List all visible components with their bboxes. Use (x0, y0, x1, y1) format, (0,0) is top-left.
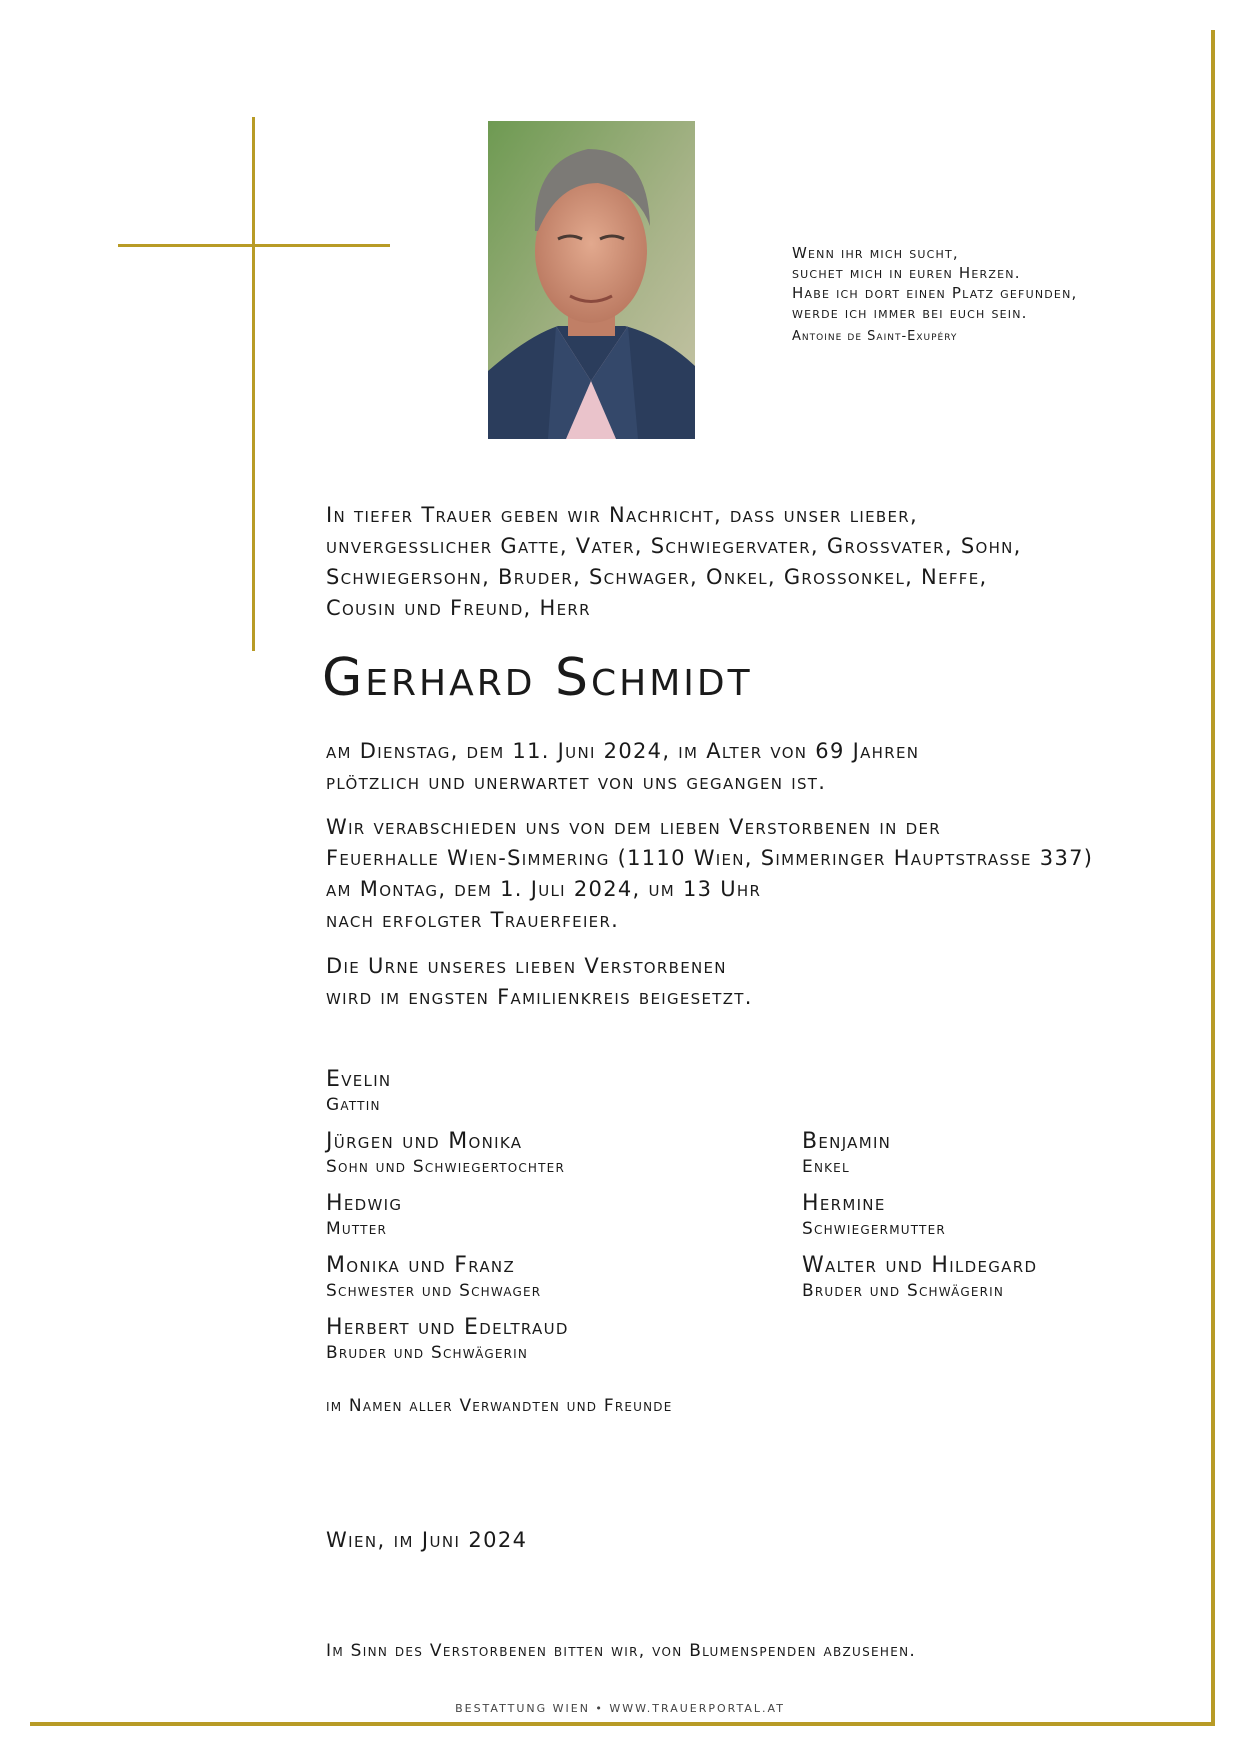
ceremony-paragraph (326, 812, 1093, 936)
mourner-relation: Bruder und Schwägerin (326, 1343, 529, 1363)
footer-credit: BESTATTUNG WIEN • WWW.TRAUERPORTAL.AT (455, 1702, 785, 1715)
mourner-name: Hedwig (326, 1191, 403, 1216)
mourner-relation: Schwester und Schwager (326, 1281, 542, 1301)
intro-paragraph (326, 500, 1186, 624)
death-line: plötzlich und unerwartet von uns gegangen ist. (326, 770, 827, 794)
mourner-name: Evelin (326, 1067, 392, 1092)
ceremony-line: Feuerhalle Wien-Simmering (1110 Wien, Simmeringer Hauptstrasse 337) (326, 846, 1094, 870)
urn-paragraph (326, 951, 753, 1013)
mourner-entry (326, 1252, 541, 1302)
ceremony-line: nach erfolgter Trauerfeier. (326, 908, 620, 932)
cross-icon-horizontal (118, 244, 390, 247)
mourner-entry (326, 1190, 402, 1240)
quote-line: Wenn ihr mich sucht, (792, 244, 959, 262)
mourner-relation: Schwiegermutter (802, 1219, 946, 1239)
intro-line: unvergesslicher Gatte, Vater, Schwiegervater, Grossvater, Sohn, (326, 534, 1022, 558)
quote-block (792, 243, 1172, 344)
mourner-relation: Enkel (802, 1157, 850, 1177)
mourner-name: Hermine (802, 1191, 886, 1216)
mourner-entry (802, 1190, 946, 1240)
frame-right-line (1211, 30, 1215, 1726)
deceased-name: Gerhard Schmidt (322, 648, 753, 708)
mourner-relation: Mutter (326, 1219, 388, 1239)
mourner-entry (326, 1314, 569, 1364)
quote-line: suchet mich in euren Herzen. (792, 264, 1021, 282)
death-line: am Dienstag, dem 11. Juni 2024, im Alter von 69 Jahren (326, 739, 920, 763)
death-paragraph (326, 736, 919, 798)
mourner-name: Jürgen und Monika (326, 1129, 523, 1154)
closing-line: im Namen aller Verwandten und Freunde (326, 1396, 673, 1416)
flower-request: Im Sinn des Verstorbenen bitten wir, von Blumenspenden abzusehen. (326, 1641, 917, 1661)
intro-line: Cousin und Freund, Herr (326, 596, 591, 620)
mourner-entry (802, 1252, 1037, 1302)
mourner-entry (326, 1066, 391, 1116)
ceremony-line: Wir verabschieden uns von dem lieben Verstorbenen in der (326, 815, 942, 839)
mourner-name: Walter und Hildegard (802, 1253, 1038, 1278)
mourner-name: Monika und Franz (326, 1253, 516, 1278)
mourner-entry (326, 1128, 565, 1178)
quote-author: Antoine de Saint-Exupéry (792, 329, 958, 344)
urn-line: Die Urne unseres lieben Verstorbenen (326, 954, 727, 978)
ceremony-line: am Montag, dem 1. Juli 2024, um 13 Uhr (326, 877, 762, 901)
mourner-relation: Bruder und Schwägerin (802, 1281, 1005, 1301)
mourner-entry (802, 1128, 891, 1178)
intro-line: In tiefer Trauer geben wir Nachricht, dass unser lieber, (326, 503, 918, 527)
quote-line: Habe ich dort einen Platz gefunden, (792, 284, 1078, 302)
mourner-relation: Sohn und Schwiegertochter (326, 1157, 565, 1177)
portrait-photo (488, 121, 695, 439)
cross-icon-vertical (252, 117, 255, 651)
intro-line: Schwiegersohn, Bruder, Schwager, Onkel, Grossonkel, Neffe, (326, 565, 988, 589)
urn-line: wird im engsten Familienkreis beigesetzt. (326, 985, 753, 1009)
mourner-name: Herbert und Edeltraud (326, 1315, 569, 1340)
quote-line: werde ich immer bei euch sein. (792, 304, 1028, 322)
mourner-name: Benjamin (802, 1129, 892, 1154)
frame-bottom-line (30, 1722, 1215, 1726)
mourner-relation: Gattin (326, 1095, 381, 1115)
place-date: Wien, im Juni 2024 (326, 1528, 528, 1552)
